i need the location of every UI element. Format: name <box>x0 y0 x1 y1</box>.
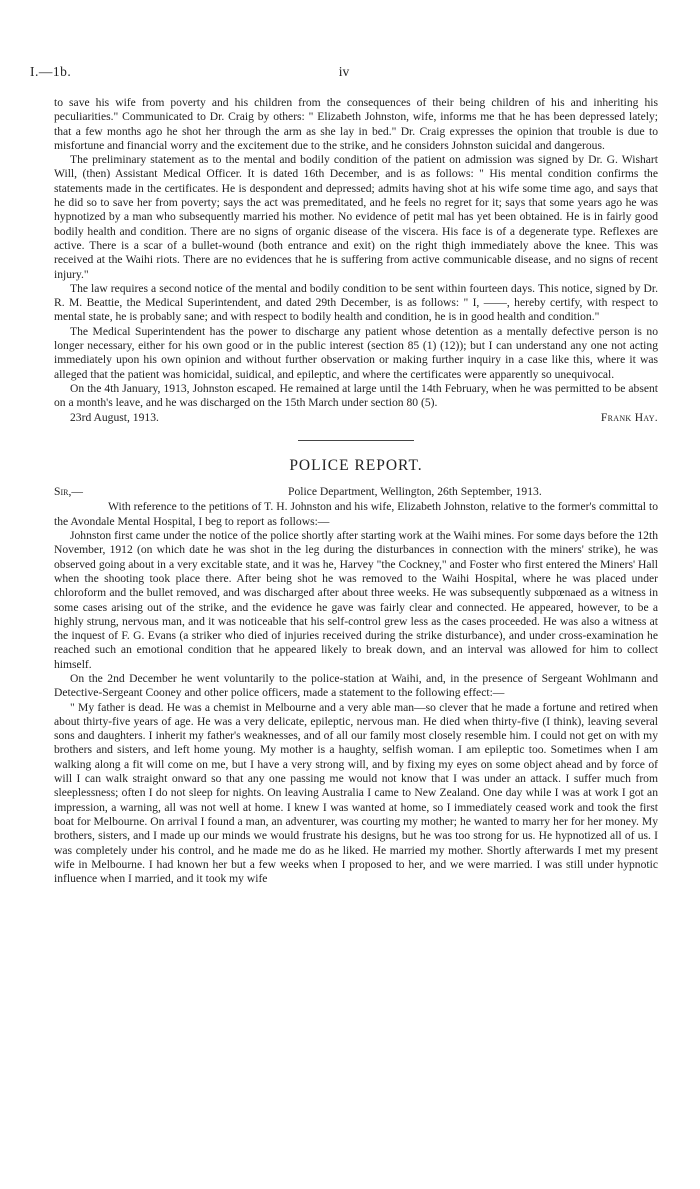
paragraph: to save his wife from poverty and his children from the consequences of their being children of his and inheriting his peculiarities." Communicated to Dr. Craig by others: " Elizabeth Johnston, wife, informs me that he has been depressed lately; that a few months ago he shot her through the arm as she lay in bed." Dr. Craig expresses the opinion that trouble is due to misfortune and financial worry and the excitement due to the strike, and he considers Johnston suicidal and dangerous. <box>54 96 658 152</box>
signature-name: Frank Hay. <box>600 410 658 424</box>
paragraph: On the 4th January, 1913, Johnston escaped. He remained at large until the 14th February, when he was permitted to be absent on a month's leave, and he was discharged on the 15th March under section 80 (5). <box>54 381 658 410</box>
quoted-statement: " My father is dead. He was a chemist in Melbourne and a very able man—so clever that he made a fortune and retired when about thirty-five years of age. He was a very delicate, epileptic, nervous man. He died when thirty-five (I think), leaving several sons and daughters. I inherit my father's weaknesses, and of all our family most closely resemble him. I could not get on with my brothers and sisters, and left home young. My mother is a haughty, selfish woman. I am epileptic too. Sometimes when I am walking along a fit will come on me, but I have a very strong will, and by fixing my eyes on some object ahead and by force of will I can walk straight onward so that any one passing me would not know that I was under an attack. I suffer much from sleeplessness; often I do not sleep for nights. On leaving Australia I came to New Zealand. One day while I was at work I got an impression, a warning, all was not well at home. I knew I was wanted at home, so I immediately ceased work and took the first boat for Melbourne. On arrival I found a man, an adventurer, was courting my mother; he wanted to marry her for her money. My brothers, sisters, and I made up our minds we would frustrate his designs, but he was too strong for us. He hypnotized all of us. I was completely under his control, and he made me do as he liked. He married my mother. Shortly afterwards I met my present wife in Melbourne. I had known her but a few weeks when I proposed to her, and we were married. I was still under hypnotic influence when I married, and it took my wife <box>54 700 658 886</box>
section-divider <box>298 440 414 441</box>
dateline: Police Department, Wellington, 26th September, 1913. <box>288 485 542 499</box>
paragraph: The law requires a second notice of the mental and bodily condition to be sent within fourteen days. This notice, signed by Dr. R. M. Beattie, the Medical Superintendent, and dated 29th December, is as follows: " I, ——, hereby certify, with respect to mental state, he is probably sane; and with respect to bodily health and condition, he is in good health and condition." <box>54 281 658 324</box>
paragraph: On the 2nd December he went voluntarily to the police-station at Waihi, and, in the presence of Sergeant Wohlmann and Detective-Sergeant Cooney and other police officers, made a statement to the following effect:— <box>54 671 658 700</box>
paragraph: Johnston first came under the notice of the police shortly after starting work at the Waihi mines. For some days before the 12th November, 1912 (on which date he was shot in the leg during the disturbances in connection with the miners' strike), he was observed going about in a very excitable state, and it was he, Harvey "the Cockney," and Foster who first entered the Miners' Hall when the shooting took place there. After being shot he was removed to the Waihi Hospital, where he was placed under chloroform and the bullet removed, and was discharged after about three weeks. He was subsequently subpœnaed as a witness in some cases arising out of the strike, and the evidence he gave was fairly clear and connected. He appeared, however, to be a highly strung, nervous man, and it was noticeable that his self-control grew less as the cases proceeded. He was also a witness at the inquest of F. G. Evans (a striker who died of injuries received during the strike disturbance), and under cross-examination he reached such an emotional condition that he appeared likely to break down, and an interval was allowed for him to collect himself. <box>54 529 658 671</box>
paragraph: With reference to the petitions of T. H. Johnston and his wife, Elizabeth Johnston, relative to the former's committal to the Avondale Mental Hospital, I beg to report as follows:— <box>54 500 658 528</box>
page-number: iv <box>338 64 350 79</box>
document-body <box>54 96 658 886</box>
section-title: POLICE REPORT. <box>289 456 423 474</box>
document-reference: I.—1b. <box>30 64 72 79</box>
signature-line <box>54 411 658 425</box>
running-head <box>30 64 658 80</box>
paragraph: The preliminary statement as to the mental and bodily condition of the patient on admission was signed by Dr. G. Wishart Will, (then) Assistant Medical Officer. It is dated 16th December, and is as follows: " His mental condition confirms the statements made in the certificates. He is despondent and depressed; admits having shot at his wife some time ago, and says that he did so to save her from poverty; says the act was premeditated, and he feels no regret for it; says that some years ago he was hypnotized by a man who subsequently married his mother. No evidence of petit mal has yet been obtained. He is in fairly good bodily health and condition. There are no signs of organic disease of the viscera. His face is of a degenerate type. Reflexes are active. There is a scar of a bullet-wound (both entrance and exit) on the right thigh immediately above the knee. This was received at the Waihi riots. There are no evidences that he is suffering from active communicable disease, and no signs of recent injury." <box>54 153 658 281</box>
paragraph: The Medical Superintendent has the power to discharge any patient whose detention as a mentally defective person is no longer necessary, either for his own good or in the public interest (section 85 (1) (12)); but I can understand any one not acting immediately upon his own opinion and without further observation or making further inquiry in a case like this, where it was alleged that the patient was homicidal, suidical, and epileptic, and where the certificates were apparently so unequivocal. <box>54 324 658 381</box>
signature-date: 23rd August, 1913. <box>70 410 159 424</box>
salutation: Sir,— <box>54 485 83 499</box>
letter-heading <box>54 485 658 499</box>
